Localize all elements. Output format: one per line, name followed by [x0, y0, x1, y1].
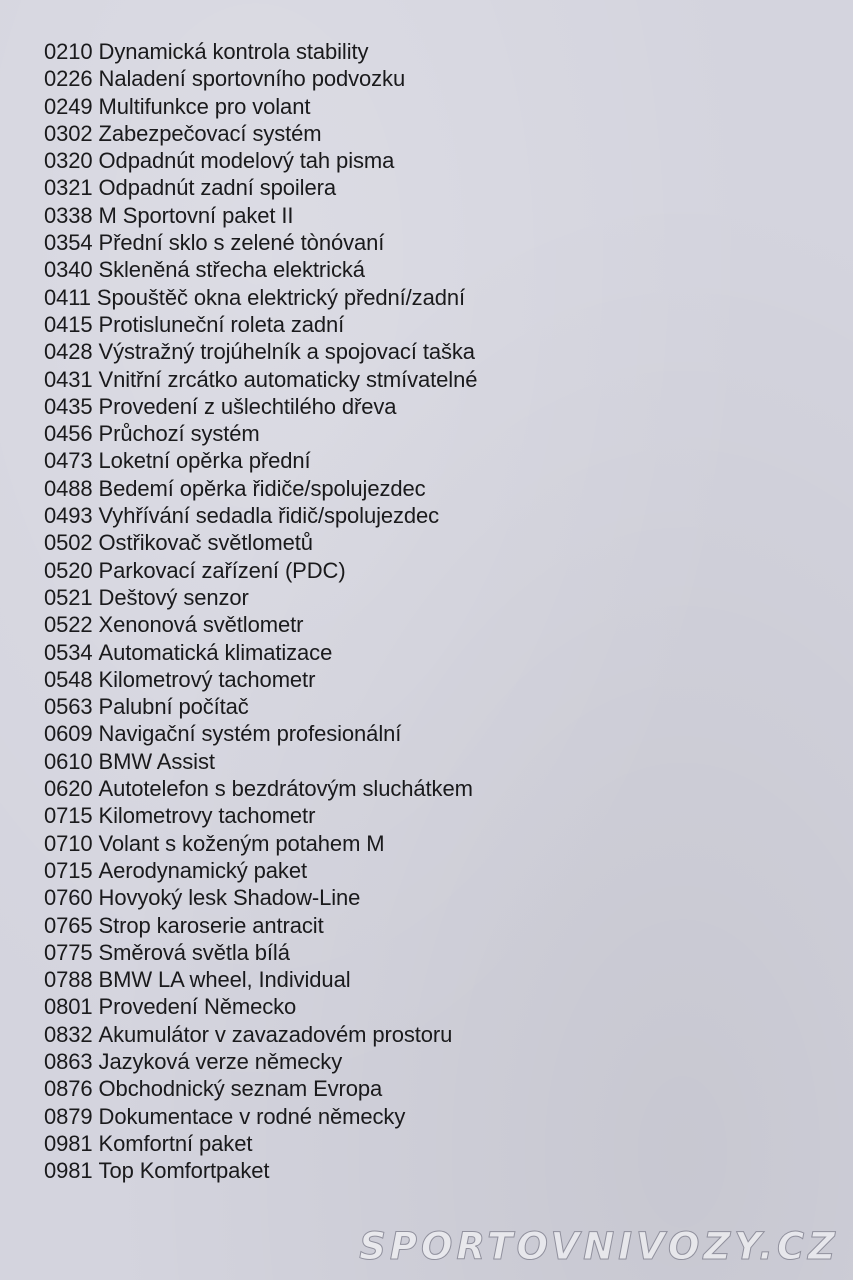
option-code: 0502	[44, 530, 93, 556]
option-code: 0249	[44, 93, 93, 119]
option-label: Bedemí opěrka řidiče/spolujezdec	[98, 475, 426, 501]
option-code: 0340	[44, 257, 93, 283]
option-row	[44, 993, 824, 1020]
option-row	[44, 393, 824, 420]
option-label: Odpadnút zadní spoilera	[98, 175, 336, 201]
option-row	[44, 939, 824, 966]
option-row	[44, 966, 824, 993]
option-label: BMW LA wheel, Individual	[98, 967, 351, 993]
watermark: SPORTOVNIVOZY.CZ	[359, 1225, 839, 1268]
option-row	[44, 338, 824, 365]
option-row	[44, 311, 824, 338]
option-row	[44, 802, 824, 829]
option-row	[44, 1130, 824, 1157]
option-code: 0302	[44, 120, 93, 146]
option-row	[44, 584, 824, 611]
option-row	[44, 884, 824, 911]
option-code: 0456	[44, 421, 93, 447]
option-label: Strop karoserie antracit	[98, 912, 324, 938]
option-code: 0563	[44, 694, 93, 720]
option-label: Deštový senzor	[98, 584, 249, 610]
option-row	[44, 693, 824, 720]
option-label: Provedení Německo	[98, 994, 297, 1020]
option-code: 0354	[44, 230, 93, 256]
option-row	[44, 830, 824, 857]
option-code: 0473	[44, 448, 93, 474]
option-row	[44, 475, 824, 502]
option-label: Odpadnút modelový tah pisma	[98, 148, 395, 174]
option-label: Hovyoký lesk Shadow-Line	[98, 885, 361, 911]
option-row	[44, 912, 824, 939]
option-row	[44, 529, 824, 556]
option-label: Multifunkce pro volant	[98, 93, 311, 119]
option-label: Top Komfortpaket	[98, 1158, 270, 1184]
option-label: Provedení z ušlechtilého dřeva	[98, 393, 397, 419]
option-label: Skleněná střecha elektrická	[98, 257, 365, 283]
option-label: Automatická klimatizace	[98, 639, 333, 665]
option-row	[44, 420, 824, 447]
option-row	[44, 229, 824, 256]
option-label: Vyhřívání sedadla řidič/spolujezdec	[98, 503, 440, 529]
option-row	[44, 38, 824, 65]
option-label: Obchodnický seznam Evropa	[98, 1076, 383, 1102]
option-code: 0609	[44, 721, 93, 747]
option-row	[44, 447, 824, 474]
option-label: M Sportovní paket II	[98, 202, 294, 228]
option-row	[44, 284, 824, 311]
option-code: 0321	[44, 175, 93, 201]
option-label: Komfortní paket	[98, 1130, 253, 1156]
option-code: 0610	[44, 748, 93, 774]
option-code: 0775	[44, 939, 93, 965]
option-row	[44, 748, 824, 775]
option-label: Kilometrový tachometr	[98, 666, 316, 692]
option-code: 0522	[44, 612, 93, 638]
option-code: 0981	[44, 1130, 93, 1156]
option-label: Protisluneční roleta zadní	[98, 311, 345, 337]
option-code: 0521	[44, 584, 93, 610]
option-label: Xenonová světlometr	[98, 612, 304, 638]
option-label: Přední sklo s zelené tònóvaní	[98, 230, 385, 256]
option-row	[44, 1103, 824, 1130]
option-label: Zabezpečovací systém	[98, 120, 322, 146]
option-row	[44, 256, 824, 283]
option-label: Vnitřní zrcátko automaticky stmívatelné	[98, 366, 478, 392]
option-label: Palubní počítač	[98, 694, 249, 720]
option-row	[44, 857, 824, 884]
option-label: Akumulátor v zavazadovém prostoru	[98, 1021, 453, 1047]
equipment-option-list	[44, 38, 824, 1184]
option-label: Směrová světla bílá	[98, 939, 290, 965]
option-label: Dynamická kontrola stability	[98, 39, 369, 64]
option-row	[44, 366, 824, 393]
option-row	[44, 93, 824, 120]
option-code: 0876	[44, 1076, 93, 1102]
option-code: 0548	[44, 666, 93, 692]
option-label: Výstražný trojúhelník a spojovací taška	[98, 339, 475, 365]
option-row	[44, 775, 824, 802]
option-row	[44, 611, 824, 638]
option-code: 0210	[44, 39, 93, 64]
option-label: Loketní opěrka přední	[98, 448, 311, 474]
option-row	[44, 1048, 824, 1075]
option-row	[44, 120, 824, 147]
option-row	[44, 502, 824, 529]
option-label: Dokumentace v rodné německy	[98, 1103, 406, 1129]
option-code: 0411	[44, 284, 91, 310]
option-label: Autotelefon s bezdrátovým sluchátkem	[98, 776, 473, 802]
option-label: Jazyková verze německy	[98, 1048, 343, 1074]
option-code: 0620	[44, 776, 93, 802]
option-label: Navigační systém profesionální	[98, 721, 402, 747]
option-label: BMW Assist	[98, 748, 215, 774]
option-row	[44, 639, 824, 666]
option-code: 0715	[44, 803, 93, 829]
option-code: 0788	[44, 967, 93, 993]
option-row	[44, 1021, 824, 1048]
option-code: 0981	[44, 1158, 93, 1184]
option-label: Volant s koženým potahem M	[98, 830, 385, 856]
option-label: Spouštěč okna elektrický přední/zadní	[96, 284, 465, 310]
option-code: 0488	[44, 475, 93, 501]
option-row	[44, 720, 824, 747]
option-row	[44, 65, 824, 92]
option-label: Průchozí systém	[98, 421, 260, 447]
option-row	[44, 1075, 824, 1102]
option-row	[44, 557, 824, 584]
option-code: 0765	[44, 912, 93, 938]
option-code: 0715	[44, 857, 93, 883]
option-code: 0801	[44, 994, 93, 1020]
option-label: Aerodynamický paket	[98, 857, 307, 883]
option-code: 0415	[44, 311, 93, 337]
option-code: 0863	[44, 1048, 93, 1074]
option-code: 0428	[44, 339, 93, 365]
option-code: 0320	[44, 148, 93, 174]
option-code: 0832	[44, 1021, 93, 1047]
option-code: 0226	[44, 66, 93, 92]
option-code: 0493	[44, 503, 93, 529]
option-code: 0760	[44, 885, 93, 911]
option-row	[44, 147, 824, 174]
option-code: 0435	[44, 393, 93, 419]
option-code: 0534	[44, 639, 93, 665]
option-label: Parkovací zařízení (PDC)	[98, 557, 346, 583]
option-code: 0338	[44, 202, 93, 228]
option-code: 0710	[44, 830, 93, 856]
option-label: Kilometrovy tachometr	[98, 803, 316, 829]
option-label: Ostřikovač světlometů	[98, 530, 313, 556]
option-row	[44, 1157, 824, 1184]
option-code: 0879	[44, 1103, 93, 1129]
option-label: Naladení sportovního podvozku	[98, 66, 406, 92]
option-code: 0520	[44, 557, 93, 583]
option-row	[44, 666, 824, 693]
option-row	[44, 174, 824, 201]
option-row	[44, 202, 824, 229]
option-code: 0431	[44, 366, 93, 392]
